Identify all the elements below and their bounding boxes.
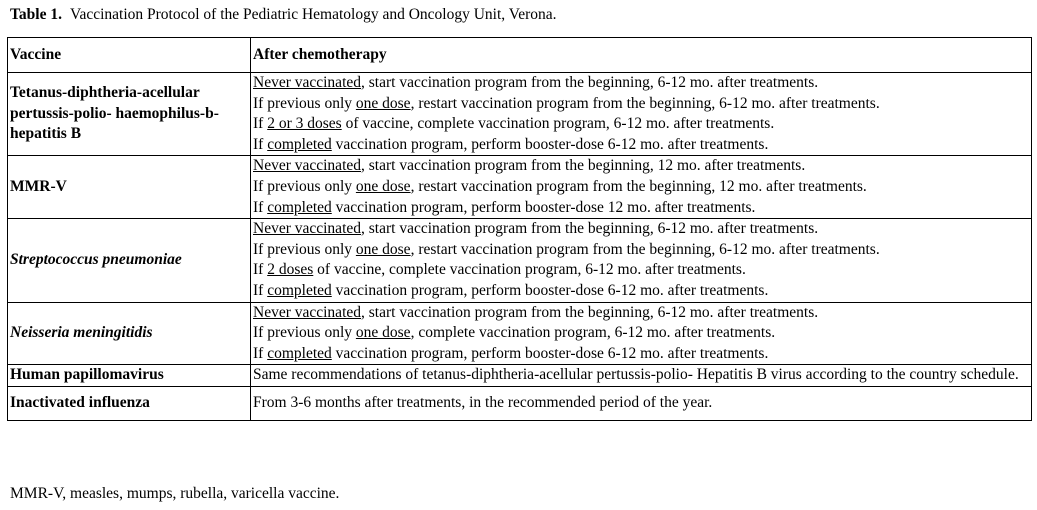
table-row: [8, 73, 1032, 156]
table-header-row: [8, 38, 1032, 73]
recommendation-text: If: [253, 281, 268, 299]
recommendation-cell: [251, 302, 1032, 365]
underlined-term: Never vaccinated: [253, 303, 362, 321]
recommendation-text: , restart vaccination program from the beginning, 12 mo. after treatments.: [410, 177, 867, 195]
vaccine-name: MMR-V: [8, 156, 251, 219]
underlined-term: Never vaccinated: [253, 74, 362, 91]
table-row: [8, 386, 1032, 420]
table-row: [8, 302, 1032, 365]
recommendation-text: If previous only: [253, 177, 356, 195]
recommendation-text: , start vaccination program from the beginning, 6-12 mo. after treatments.: [361, 74, 819, 91]
recommendation-text: , start vaccination program from the beginning, 12 mo. after treatments.: [361, 157, 806, 175]
recommendation-text: vaccination program, perform booster-dose 6-12 mo. after treatments.: [331, 135, 769, 153]
underlined-term: 2 doses: [267, 261, 314, 279]
recommendation-cell: Same recommendations of tetanus-diphtheria-acellular pertussis-polio- Hepatitis B virus according to the country schedule.: [251, 365, 1032, 387]
table-row: [8, 365, 1032, 387]
table-row: [8, 156, 1032, 219]
recommendation-text: , start vaccination program from the beginning, 6-12 mo. after treatments.: [361, 303, 819, 321]
column-header-vaccine: Vaccine: [8, 38, 251, 73]
vaccination-protocol-table: [7, 37, 1032, 421]
recommendation-text: vaccination program, perform booster-dose 6-12 mo. after treatments.: [331, 344, 769, 362]
underlined-term: one dose: [355, 240, 411, 258]
recommendation-text: vaccination program, perform booster-dose 12 mo. after treatments.: [331, 198, 756, 216]
recommendation-text: If: [253, 344, 268, 362]
table-caption-text: Vaccination Protocol of the Pediatric Hematology and Oncology Unit, Verona.: [69, 6, 557, 23]
recommendation-text: If previous only: [253, 240, 356, 258]
recommendation-text: If: [253, 135, 268, 153]
underlined-term: completed: [267, 281, 332, 299]
recommendation-text: If: [253, 115, 268, 133]
recommendation-cell: [251, 219, 1032, 302]
recommendation-line: [253, 114, 1031, 135]
underlined-term: Never vaccinated: [253, 220, 362, 238]
recommendation-line: [253, 303, 1031, 324]
column-header-after-chemotherapy: After chemotherapy: [251, 38, 1032, 73]
underlined-term: completed: [267, 135, 332, 153]
recommendation-line: [253, 156, 1031, 177]
recommendation-cell: [251, 156, 1032, 219]
underlined-term: completed: [267, 344, 332, 362]
table-row: [8, 219, 1032, 302]
recommendation-text: , restart vaccination program from the beginning, 6-12 mo. after treatments.: [410, 240, 880, 258]
table-footnote: MMR-V, measles, mumps, rubella, varicella vaccine.: [10, 485, 340, 502]
underlined-term: one dose: [355, 324, 411, 342]
recommendation-line: [253, 281, 1031, 302]
underlined-term: one dose: [355, 94, 411, 112]
recommendation-line: [253, 323, 1031, 344]
vaccine-name: Streptococcus pneumoniae: [8, 219, 251, 302]
recommendation-text: If previous only: [253, 94, 356, 112]
recommendation-line: [253, 135, 1031, 156]
underlined-term: 2 or 3 doses: [267, 115, 342, 133]
recommendation-line: [253, 198, 1031, 219]
recommendation-line: [253, 344, 1031, 365]
underlined-term: one dose: [355, 177, 411, 195]
recommendation-line: [253, 219, 1031, 240]
vaccine-name: Inactivated influenza: [8, 386, 251, 420]
recommendation-text: of vaccine, complete vaccination program, 6-12 mo. after treatments.: [313, 261, 746, 279]
recommendation-text: If previous only: [253, 324, 356, 342]
recommendation-line: [253, 260, 1031, 281]
underlined-term: completed: [267, 198, 332, 216]
underlined-term: Never vaccinated: [253, 157, 362, 175]
recommendation-cell: From 3-6 months after treatments, in the recommended period of the year.: [251, 386, 1032, 420]
recommendation-text: If: [253, 198, 268, 216]
recommendation-line: [253, 177, 1031, 198]
vaccine-name: Human papillomavirus: [8, 365, 251, 387]
recommendation-text: If: [253, 261, 268, 279]
table-caption-label: Table 1.: [10, 6, 62, 23]
recommendation-line: [253, 73, 1031, 94]
recommendation-text: , complete vaccination program, 6-12 mo. after treatments.: [410, 324, 776, 342]
vaccine-name: Tetanus-diphtheria-acellular pertussis-polio- haemophilus-b-hepatitis B: [8, 73, 251, 156]
recommendation-text: of vaccine, complete vaccination program, 6-12 mo. after treatments.: [341, 115, 775, 133]
table-caption: [10, 5, 557, 25]
recommendation-text: , restart vaccination program from the beginning, 6-12 mo. after treatments.: [410, 94, 880, 112]
recommendation-line: [253, 240, 1031, 261]
recommendation-line: [253, 94, 1031, 115]
vaccine-name: Neisseria meningitidis: [8, 302, 251, 365]
recommendation-text: vaccination program, perform booster-dose 6-12 mo. after treatments.: [331, 281, 769, 299]
recommendation-text: , start vaccination program from the beginning, 6-12 mo. after treatments.: [361, 220, 819, 238]
recommendation-cell: [251, 73, 1032, 156]
